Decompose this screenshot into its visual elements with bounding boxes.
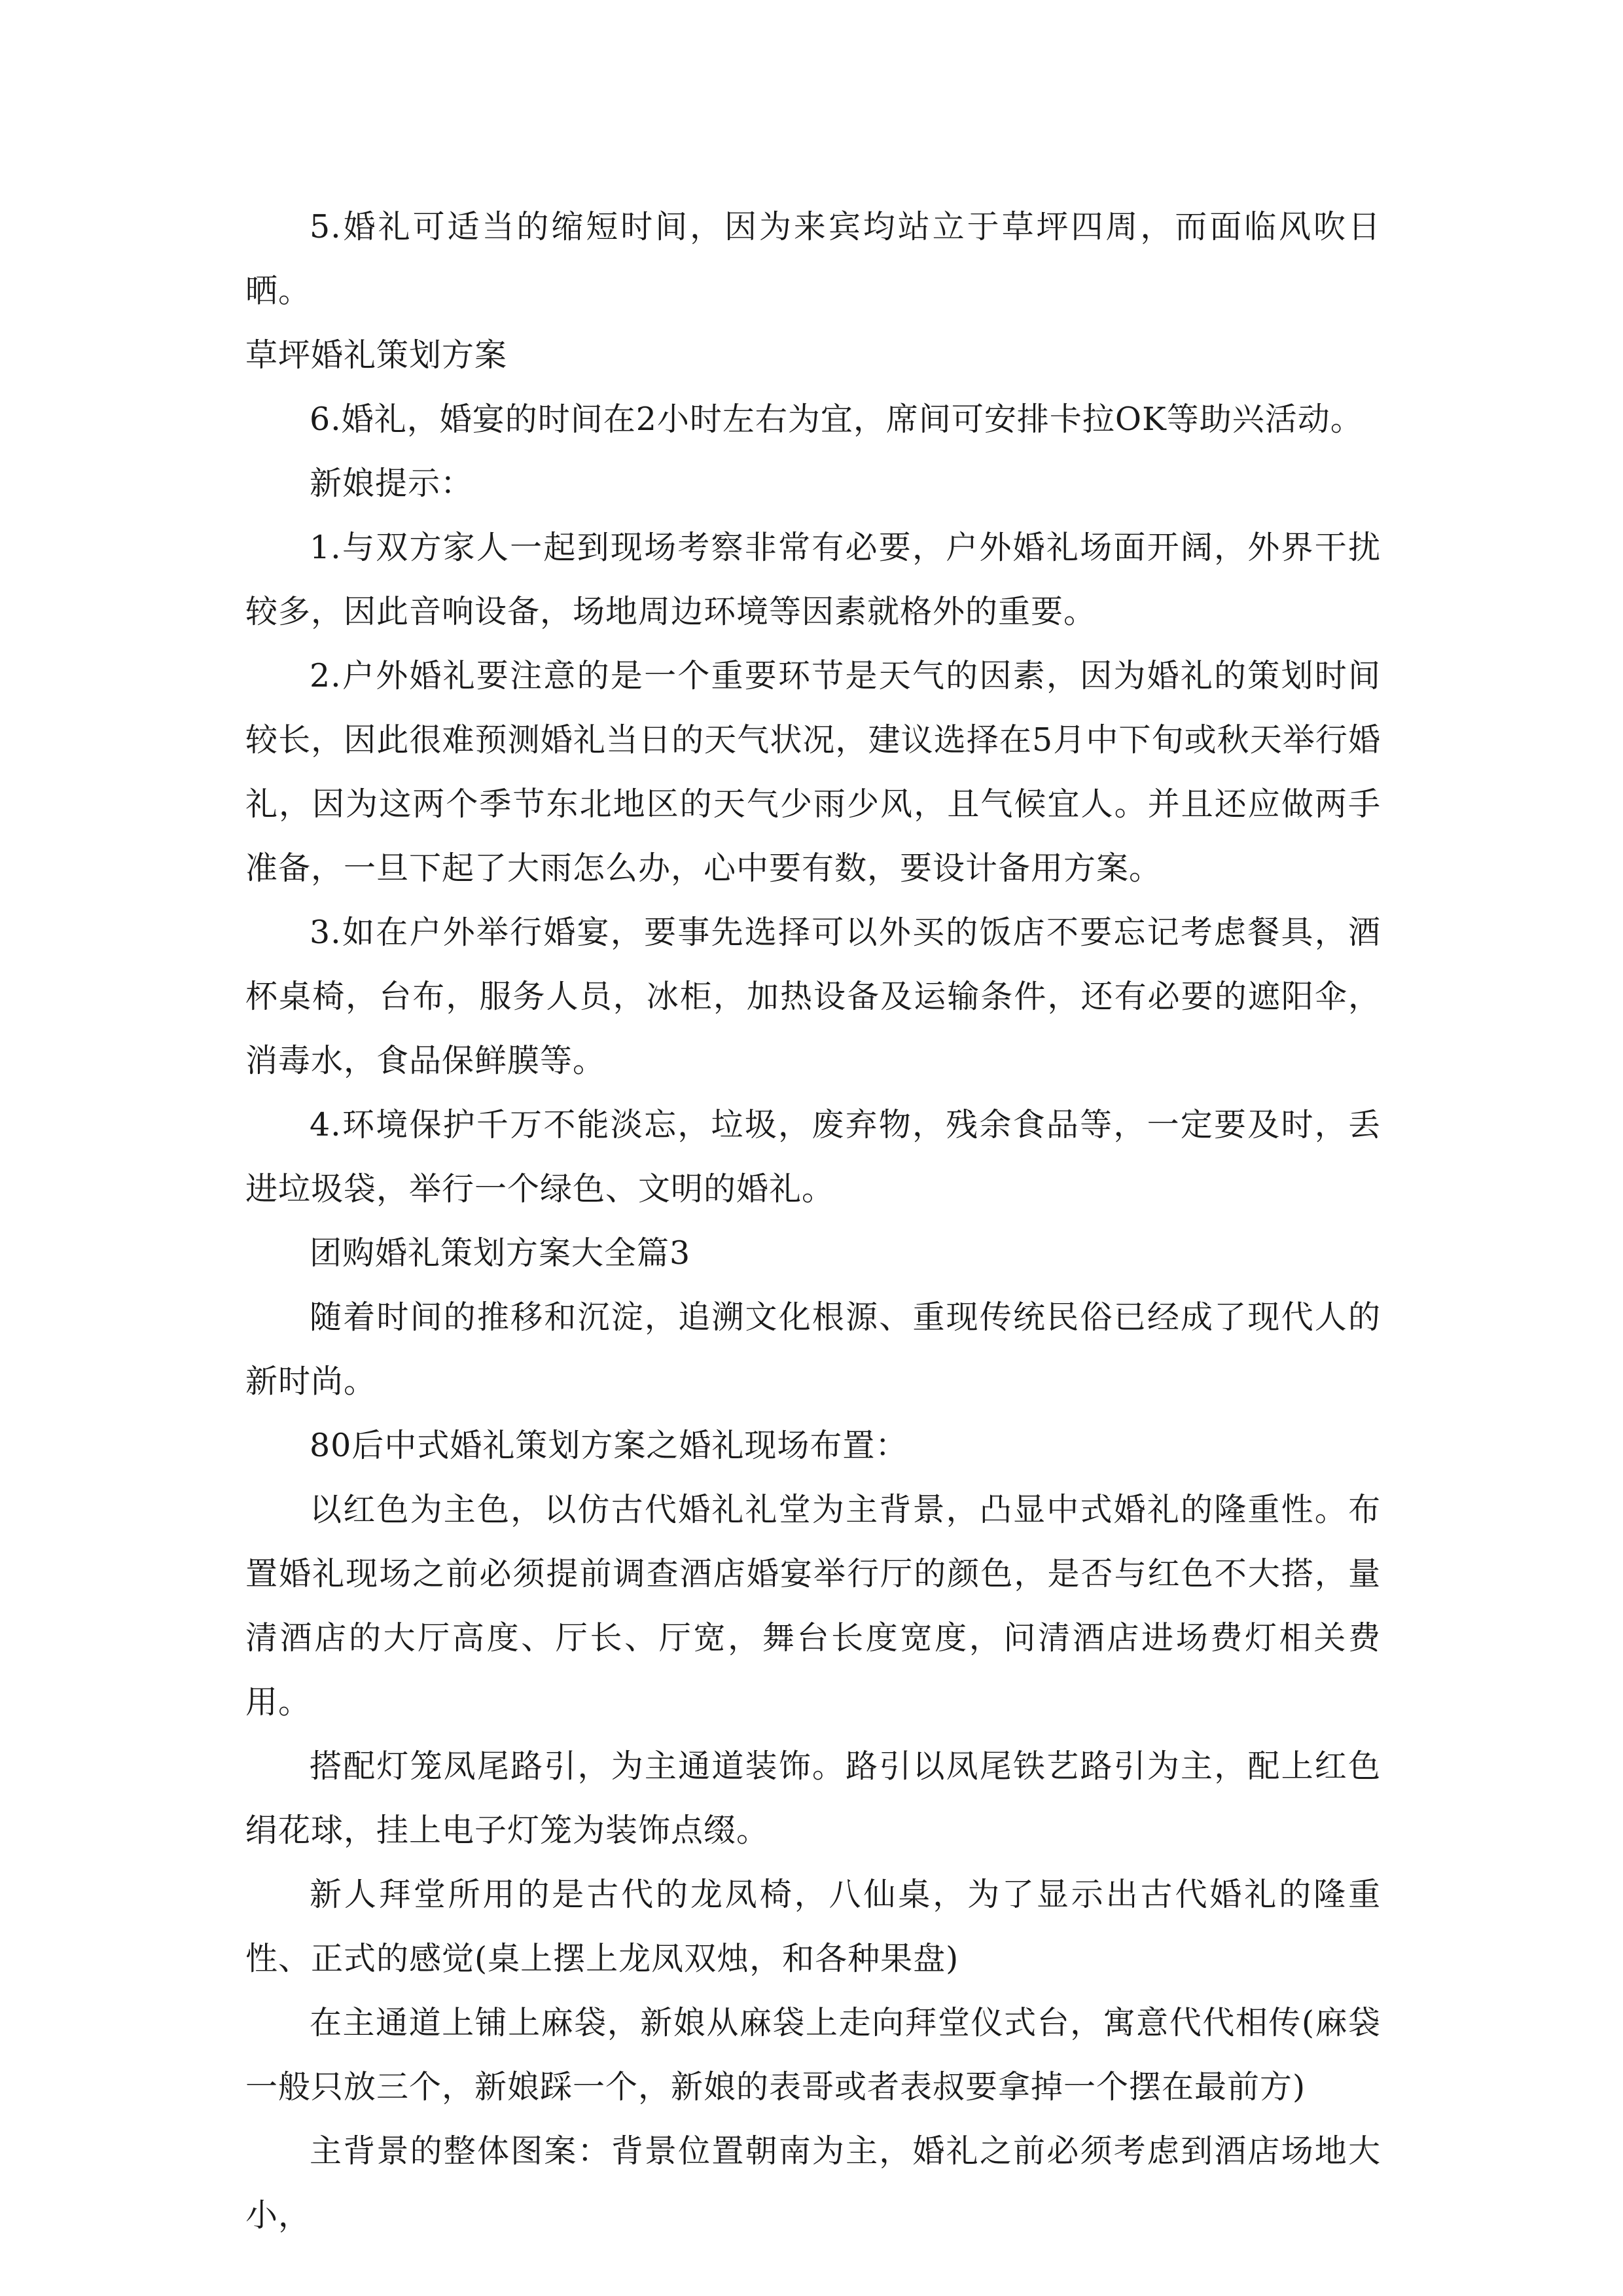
paragraph-tip-2: 2.户外婚礼要注意的是一个重要环节是天气的因素，因为婚礼的策划时间较长，因此很难预测婚礼当日的天气状况，建议选择在5月中下旬或秋天举行婚礼，因为这两个季节东北地区的天气少雨少风，且气候宜人。并且还应做两手准备，一旦下起了大雨怎么办，心中要有数，要设计备用方案。 — [245, 657, 1381, 887]
paragraph-red-theme: 以红色为主色，以仿古代婚礼礼堂为主背景，凸显中式婚礼的隆重性。布置婚礼现场之前必须提前调查酒店婚宴举行厅的颜色，是否与红色不大搭，量清酒店的大厅高度、厅长、厅宽，舞台长度宽度，问清酒店进场费灯相关费用。 — [245, 1491, 1381, 1721]
paragraph-item-6: 6.婚礼，婚宴的时间在2小时左右为宜，席间可安排卡拉OK等助兴活动。 — [310, 401, 1363, 438]
paragraph-main-backdrop: 主背景的整体图案：背景位置朝南为主，婚礼之前必须考虑到酒店场地大小， — [245, 2132, 1381, 2234]
paragraph-lantern-road: 搭配灯笼凤尾路引，为主通道装饰。路引以凤尾铁艺路引为主，配上红色绢花球，挂上电子灯笼为装饰点缀。 — [245, 1748, 1381, 1849]
document-body — [245, 195, 1381, 2248]
paragraph-item-5: 5.婚礼可适当的缩短时间，因为来宾均站立于草坪四周，而面临风吹日晒。 — [245, 208, 1381, 310]
paragraph-venue-layout-heading: 80后中式婚礼策划方案之婚礼现场布置： — [310, 1427, 908, 1464]
paragraph-sacks: 在主通道上铺上麻袋，新娘从麻袋上走向拜堂仪式台，寓意代代相传(麻袋一般只放三个，新娘踩一个，新娘的表哥或者表叔要拿掉一个摆在最前方) — [245, 2004, 1381, 2106]
paragraph-tip-1: 1.与双方家人一起到现场考察非常有必要，户外婚礼场面开阔，外界干扰较多，因此音响设备，场地周边环境等因素就格外的重要。 — [245, 529, 1381, 630]
paragraph-dragon-phoenix-chairs: 新人拜堂所用的是古代的龙凤椅，八仙桌，为了显示出古代婚礼的隆重性、正式的感觉(桌上摆上龙凤双烛，和各种果盘) — [245, 1876, 1381, 1977]
paragraph-intro: 随着时间的推移和沉淀，追溯文化根源、重现传统民俗已经成了现代人的新时尚。 — [245, 1299, 1381, 1400]
paragraph-tip-3: 3.如在户外举行婚宴，要事先选择可以外买的饭店不要忘记考虑餐具，酒杯桌椅，台布，服务人员，冰柜，加热设备及运输条件，还有必要的遮阳伞，消毒水，食品保鲜膜等。 — [245, 914, 1381, 1079]
paragraph-lawn-plan-label: 草坪婚礼策划方案 — [245, 336, 508, 374]
section-heading-part-3: 团购婚礼策划方案大全篇3 — [310, 1234, 691, 1272]
paragraph-bride-tips-heading: 新娘提示： — [310, 465, 474, 502]
paragraph-tip-4: 4.环境保护千万不能淡忘，垃圾，废弃物，残余食品等，一定要及时，丢进垃圾袋，举行一个绿色、文明的婚礼。 — [245, 1106, 1381, 1208]
